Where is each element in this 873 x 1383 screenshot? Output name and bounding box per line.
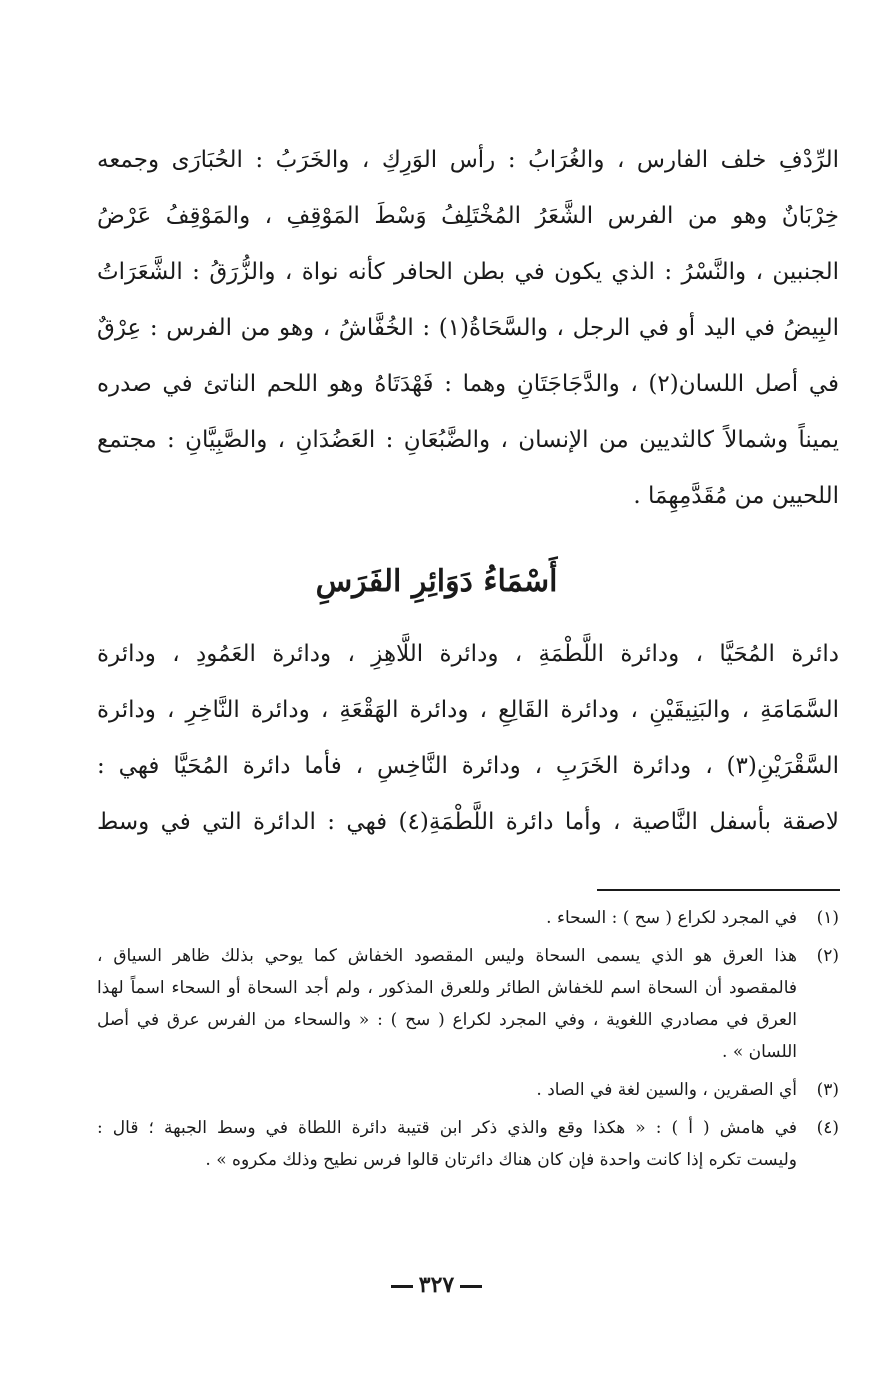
footnote-number: (٤) [816, 1118, 839, 1138]
page-number-dash [391, 1285, 413, 1288]
text-line: يميناً وشمالاً كالثديين من الإنسان ، والضَّبُعَانِ : العَضُدَانِ ، والصَّبِيَّانِ : مجتمع [97, 427, 839, 453]
footnote-separator [597, 889, 840, 891]
footnote-1 [97, 902, 839, 934]
footnote-4 [97, 1112, 839, 1176]
text-line: الجنبين ، والنَّسْرُ : الذي يكون في بطن الحافر كأنه نواة ، والزُّرَقُ : الشَّعَرَاتُ [97, 259, 839, 285]
text-line: في أصل اللسان(٢) ، والدَّجَاجَتَانِ وهما : فَهْدَتَاهُ وهو اللحم الناتئ في صدره [97, 371, 839, 397]
page-number-value: ٣٢٧ [418, 1272, 455, 1298]
text-line: البِيضُ في اليد أو في الرجل ، والسَّحَاةُ(١) : الخُفَّاشُ ، وهو من الفرس : عِرْقٌ [97, 315, 839, 341]
footnote-number: (١) [816, 908, 839, 928]
text-line: الرِّدْفِ خلف الفارس ، والغُرَابُ : رأس الوَرِكِ ، والخَرَبُ : الحُبَارَى وجمعه [97, 147, 839, 173]
page-number-dash [460, 1285, 482, 1288]
footnotes [97, 902, 839, 1176]
footnote-line: وليست تكره إذا كانت واحدة فإن كان هناك دائرتان قالوا فرس نطيح وذلك مكروه » . [205, 1150, 797, 1170]
text-line: لاصقة بأسفل النَّاصية ، وأما دائرة اللَّطْمَةِ(٤) فهي : الدائرة التي في وسط [97, 809, 839, 835]
text-line: السَّقْرَيْنِ(٣) ، ودائرة الخَرَبِ ، ودائرة النَّاخِسِ ، فأما دائرة المُحَيَّا فهي : [97, 753, 839, 779]
footnote-line: العرق في مصادري اللغوية ، وفي المجرد لكراع ( سح ) : « والسحاء من الفرس عرق في أصل [97, 1010, 797, 1030]
main-text-block-1 [97, 132, 839, 524]
page-number [0, 1272, 873, 1298]
main-text-block-2 [97, 626, 839, 850]
footnote-2 [97, 940, 839, 1068]
footnote-line: أي الصقرين ، والسين لغة في الصاد . [536, 1080, 797, 1100]
text-line: اللحيين من مُقَدَّمِهِمَا . [633, 483, 839, 509]
footnote-number: (٢) [816, 946, 839, 966]
section-heading: أَسْمَاءُ دَوَائِرِ الفَرَسِ [315, 564, 558, 599]
text-line: السَّمَامَةِ ، والبَنِيقَيْنِ ، ودائرة القَالِعِ ، ودائرة الهَقْعَةِ ، ودائرة النَّاخِرِ ، ودائرة [97, 697, 839, 723]
footnote-line: فالمقصود أن السحاة اسم للخفاش الطائر وللعرق المذكور ، ولم أجد السحاة أو السحاء اسماً لهذا [97, 978, 797, 998]
footnote-line: هذا العرق هو الذي يسمى السحاة وليس المقصود الخفاش كما يوحي بذلك ظاهر السياق ، [97, 946, 797, 966]
footnote-3 [97, 1074, 839, 1106]
footnote-number: (٣) [816, 1080, 839, 1100]
footnote-line: في هامش ( أ ) : « هكذا وقع والذي ذكر ابن قتيبة دائرة اللطاة في وسط الجبهة ؛ قال : [97, 1118, 797, 1138]
text-line: دائرة المُحَيَّا ، ودائرة اللَّطْمَةِ ، ودائرة اللَّاهِزِ ، ودائرة العَمُودِ ، ودائرة [97, 641, 839, 667]
text-line: خِرْبَانٌ وهو من الفرس الشَّعَرُ المُخْتَلِفُ وَسْطَ المَوْقِفِ ، والمَوْقِفُ عَرْضُ [97, 203, 839, 229]
footnote-line: في المجرد لكراع ( سح ) : السحاء . [546, 908, 797, 928]
footnote-line: اللسان » . [722, 1042, 797, 1062]
